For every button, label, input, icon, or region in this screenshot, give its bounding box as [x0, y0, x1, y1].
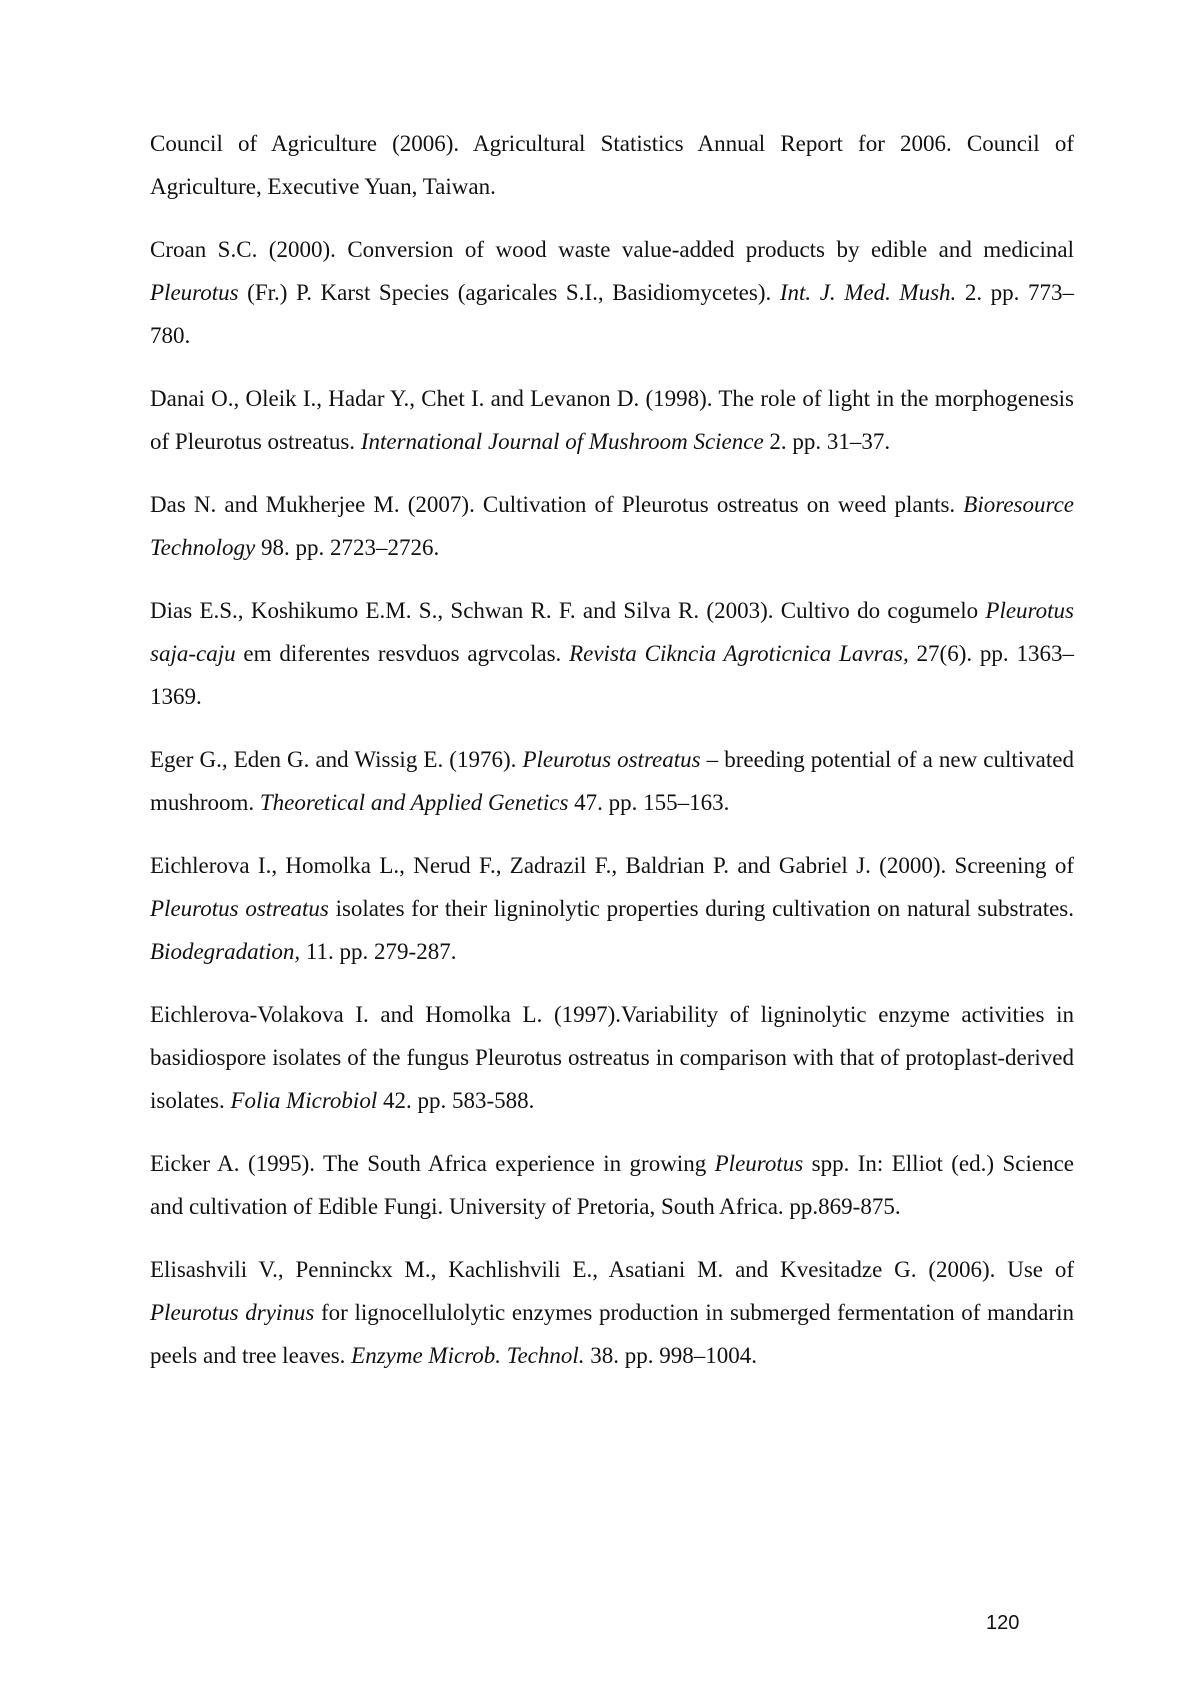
reference-text: Council of Agriculture (2006). Agricultural Statistics Annual Report for 2006. Council of Agriculture, Executive Yuan, Taiwan. [150, 131, 1074, 199]
reference-text: (Fr.) P. Karst Species (agaricales S.I., Basidiomycetes). [238, 280, 780, 305]
reference-text: 98. pp. 2723–2726. [255, 535, 440, 560]
reference-italic-text: Pleurotus saja-caju [150, 598, 1074, 666]
reference-entry [150, 483, 1074, 569]
reference-text: isolates for their ligninolytic properties during cultivation on natural substrates. [328, 896, 1075, 921]
reference-italic-text: Theoretical and Applied Genetics [259, 790, 569, 815]
reference-text: Dias E.S., Koshikumo E.M. S., Schwan R. F. and Silva R. (2003). Cultivo do cogumelo [150, 598, 986, 623]
reference-italic-text: Pleurotus ostreatus [522, 747, 701, 772]
reference-entry [150, 122, 1074, 208]
reference-text: – breeding potential of a new cultivated mushroom. [150, 747, 1074, 815]
reference-italic-text: Pleurotus ostreatus [150, 896, 329, 921]
reference-text: 11. pp. 279-287. [300, 939, 457, 964]
reference-entry [150, 377, 1074, 463]
page-number: 120 [986, 1612, 1020, 1634]
reference-text: 47. pp. 155–163. [568, 790, 730, 815]
reference-text: Danai O., Oleik I., Hadar Y., Chet I. and Levanon D. (1998). The role of light in the morphogenesis of Pleurotus ostreatus. [150, 386, 1074, 454]
reference-italic-text: Biodegradation, [150, 939, 301, 964]
reference-text: Eichlerova I., Homolka L., Nerud F., Zadrazil F., Baldrian P. and Gabriel J. (2000). Screening of [150, 853, 1074, 878]
reference-entry [150, 993, 1074, 1122]
reference-list [150, 122, 1074, 1397]
reference-italic-text: Folia Microbiol [230, 1088, 378, 1113]
reference-text: Eger G., Eden G. and Wissig E. (1976). [150, 747, 523, 772]
reference-entry [150, 738, 1074, 824]
reference-text: Elisashvili V., Penninckx M., Kachlishvili E., Asatiani M. and Kvesitadze G. (2006). Use of [150, 1257, 1074, 1282]
reference-text: for lignocellulolytic enzymes production in submerged fermentation of mandarin peels and tree leaves. [150, 1300, 1075, 1368]
reference-text: 38. pp. 998–1004. [584, 1343, 758, 1368]
reference-text: 27(6). pp. 1363–1369. [150, 641, 1074, 709]
reference-italic-text: Bioresource Technology [150, 492, 1074, 560]
reference-text: Das N. and Mukherjee M. (2007). Cultivation of Pleurotus ostreatus on weed plants. [150, 492, 964, 517]
reference-entry [150, 589, 1074, 718]
reference-italic-text: International Journal of Mushroom Science [360, 429, 764, 454]
reference-text: 42. pp. 583-588. [377, 1088, 535, 1113]
reference-italic-text: Pleurotus [150, 280, 239, 305]
reference-text: Eichlerova-Volakova I. and Homolka L. (1997).Variability of ligninolytic enzyme activities in basidiospore isolates of the fungus Pleurotus ostreatus in comparison with that of protoplast-derived isolates. [150, 1002, 1074, 1113]
reference-italic-text: Revista Cikncia Agroticnica Lavras, [569, 641, 909, 666]
reference-text: 2. pp. 773–780. [150, 280, 1074, 348]
reference-entry [150, 844, 1074, 973]
reference-text: Eicker A. (1995). The South Africa experience in growing [150, 1151, 715, 1176]
reference-text: 2. pp. 31–37. [763, 429, 891, 454]
reference-text: em diferentes resvduos agrvcolas. [235, 641, 570, 666]
reference-entry [150, 228, 1074, 357]
reference-text: spp. In: Elliot (ed.) Science and cultivation of Edible Fungi. University of Pretoria, South Africa. pp.869-875. [150, 1151, 1074, 1219]
reference-italic-text: Pleurotus [714, 1151, 804, 1176]
reference-italic-text: Int. J. Med. Mush. [779, 280, 957, 305]
reference-italic-text: Pleurotus dryinus [150, 1300, 315, 1325]
reference-italic-text: Enzyme Microb. Technol. [351, 1343, 585, 1368]
reference-entry [150, 1248, 1074, 1377]
reference-entry [150, 1142, 1074, 1228]
reference-text: Croan S.C. (2000). Conversion of wood waste value-added products by edible and medicinal [150, 237, 1074, 262]
